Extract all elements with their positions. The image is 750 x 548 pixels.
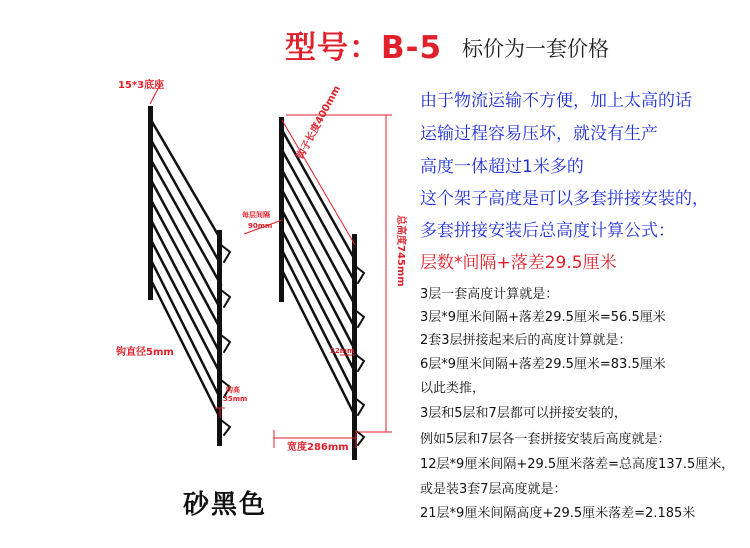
left-rack-hooks [221, 245, 230, 435]
price-note: 标价为一套价格 [462, 37, 609, 61]
product-illustration [0, 70, 410, 540]
formula-line: 层数*间隔+落差29.5厘米 [420, 253, 617, 273]
calc-line: 或是装3套7层高度就是： [420, 482, 567, 497]
gap-label: 22mm [330, 347, 355, 355]
calc-line: 3层和5层和7层都可以拼接安装的， [420, 406, 627, 421]
calc-line: 3层*9厘米间隔+落差29.5厘米=56.5厘米 [420, 310, 666, 325]
hook-height-label: 钩高 [226, 386, 240, 394]
calc-line: 3层一套高度计算就是： [420, 287, 559, 302]
calc-line: 例如5层和7层各一套拼接安装后高度就是： [420, 432, 671, 447]
color-label: 砂黑色 [183, 490, 268, 520]
left-rack-arms [151, 120, 221, 420]
note-line-5: 多套拼接安装后总高度计算公式： [420, 221, 675, 241]
note-line-3: 高度一体超过1米多的 [420, 157, 584, 177]
hook-height-value: 35mm [223, 395, 248, 403]
note-line-1: 由于物流运输不方便，加上太高的话 [420, 91, 692, 111]
layer-spacing-value: 90mm [248, 222, 273, 230]
layer-spacing-label: 每层间隔 [242, 211, 270, 219]
width-label: 宽度286mm [287, 442, 349, 453]
right-rack-arms [282, 130, 355, 416]
calc-line: 2套3层拼接起来后的高度计算就是： [420, 333, 632, 348]
note-line-4: 这个架子高度是可以多套拼接安装的， [420, 189, 709, 209]
calc-line: 12层*9厘米间隔+29.5厘米落差=总高度137.5厘米， [420, 457, 735, 472]
model-title: 型号：B-5 [285, 30, 443, 66]
note-line-2: 运输过程容易压坏，就没有生产 [420, 124, 658, 144]
total-height-label: 总高度745mm [395, 215, 406, 287]
hook-diameter-label: 钩直径5mm [116, 347, 174, 358]
hook-length-label: 钩子长度400mm [294, 84, 344, 162]
base-size-label: 15*3底座 [118, 80, 165, 91]
calc-line: 21层*9厘米间隔高度+29.5厘米落差=2.185米 [420, 506, 696, 521]
calc-line: 6层*9厘米间隔+落差29.5厘米=83.5厘米 [420, 357, 666, 372]
calc-line: 以此类推， [420, 381, 486, 396]
